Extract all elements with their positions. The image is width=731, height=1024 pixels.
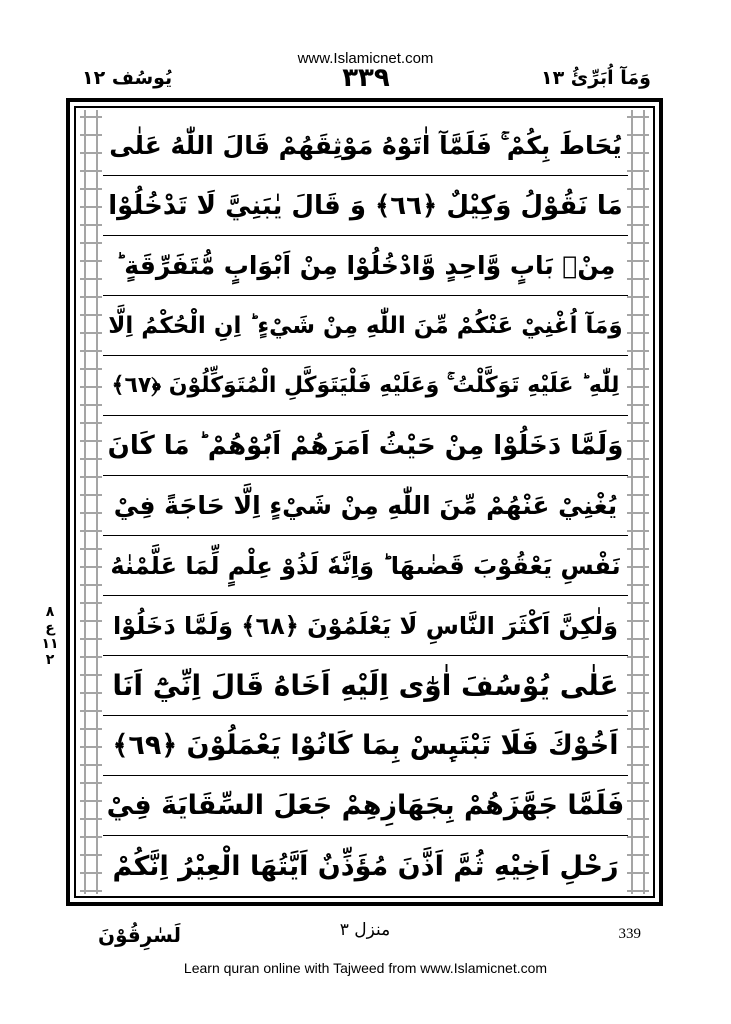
text-line <box>103 776 628 836</box>
line-text: وَلَمَّا دَخَلُوْا مِنْ حَيْثُ اَمَرَهُمْ اَبُوْهُمْ ؕ مَا كَانَ <box>107 430 624 461</box>
ruku-marker-bottom: ٢ <box>45 652 55 668</box>
right-ornament-column <box>627 110 649 894</box>
line-text: نَفْسِ يَعْقُوْبَ قَضٰىهَا ؕ وَاِنَّهٗ لَذُوْ عِلْمٍ لِّمَا عَلَّمْنٰهُ <box>110 551 621 580</box>
quran-text-area <box>103 116 628 896</box>
line-text: فَلَمَّا جَهَّزَهُمْ بِجَهَازِهِمْ جَعَلَ السِّقَايَةَ فِيْ <box>106 790 625 821</box>
site-url[interactable]: www.Islamicnet.com <box>297 50 434 67</box>
line-text: لِلّٰهِ ؕ عَلَيْهِ تَوَكَّلْتُ ۚ وَعَلَيْهِ فَلْيَتَوَكَّلِ الْمُتَوَكِّلُوْنَ ﴿٦٧﴾ <box>111 373 620 398</box>
ruku-marker <box>36 604 64 668</box>
line-text: رَحْلِ اَخِيْهِ ثُمَّ اَذَّنَ مُؤَذِّنٌ اَيَّتُهَا الْعِيْرُ اِنَّكُمْ <box>112 850 619 882</box>
text-line <box>103 236 628 296</box>
line-text: اَخُوْكَ فَلَا تَبْتَىِٕسْ بِمَا كَانُوْا يَعْمَلُوْنَ ﴿٦٩﴾ <box>112 730 619 761</box>
text-line <box>103 176 628 236</box>
line-text: وَلٰكِنَّ اَكْثَرَ النَّاسِ لَا يَعْلَمُوْنَ ﴿٦٨﴾ وَلَمَّا دَخَلُوْا <box>112 611 619 640</box>
text-line <box>103 716 628 776</box>
text-line <box>103 116 628 176</box>
text-line <box>103 476 628 536</box>
line-text: عَلٰى يُوْسُفَ اٰوٰٓى اِلَيْهِ اَخَاهُ قَالَ اِنِّيْٓ اَنَا <box>112 669 619 702</box>
bottom-note: Learn quran online with Tajweed from www.Islamicnet.com <box>183 960 548 976</box>
ruku-marker-top: ٨ <box>45 604 55 620</box>
catchword: لَسٰرِقُوْنَ <box>98 923 182 947</box>
juz-name-header: وَمَآ اُبَرِّئُ ١٣ <box>540 67 651 89</box>
ruku-marker-symbol: ع <box>45 620 55 636</box>
ruku-marker-number: ١١ <box>41 636 59 652</box>
text-line <box>103 596 628 656</box>
text-line <box>103 656 628 716</box>
surah-name-header: يُوسُف ١٢ <box>82 67 173 89</box>
left-ornament-column <box>80 110 102 894</box>
line-text: مِنْۢ بَابٍ وَّاحِدٍ وَّادْخُلُوْا مِنْ اَبْوَابٍ مُّتَفَرِّقَةٍ ؕ <box>115 251 616 280</box>
manzil-label: منزل ٣ <box>339 920 391 940</box>
text-line <box>103 356 628 416</box>
text-line <box>103 416 628 476</box>
line-text: يُحَاطَ بِكُمْ ۚ فَلَمَّآ اٰتَوْهُ مَوْثِقَهُمْ قَالَ اللّٰهُ عَلٰى <box>109 130 622 160</box>
text-line <box>103 836 628 896</box>
page-number-header: ٣٣٩ <box>342 63 390 93</box>
text-line <box>103 296 628 356</box>
line-text: مَا نَقُوْلُ وَكِيْلٌ ﴿٦٦﴾ وَ قَالَ يٰبَنِيَّ لَا تَدْخُلُوْا <box>108 190 623 221</box>
page-number-footer: 339 <box>618 926 641 942</box>
line-text: وَمَآ اُغْنِيْ عَنْكُمْ مِّنَ اللّٰهِ مِنْ شَيْءٍ ؕ اِنِ الْحُكْمُ اِلَّا <box>108 312 623 339</box>
line-text: يُغْنِيْ عَنْهُمْ مِّنَ اللّٰهِ مِنْ شَيْءٍ اِلَّا حَاجَةً فِيْ <box>113 491 618 520</box>
text-line <box>103 536 628 596</box>
